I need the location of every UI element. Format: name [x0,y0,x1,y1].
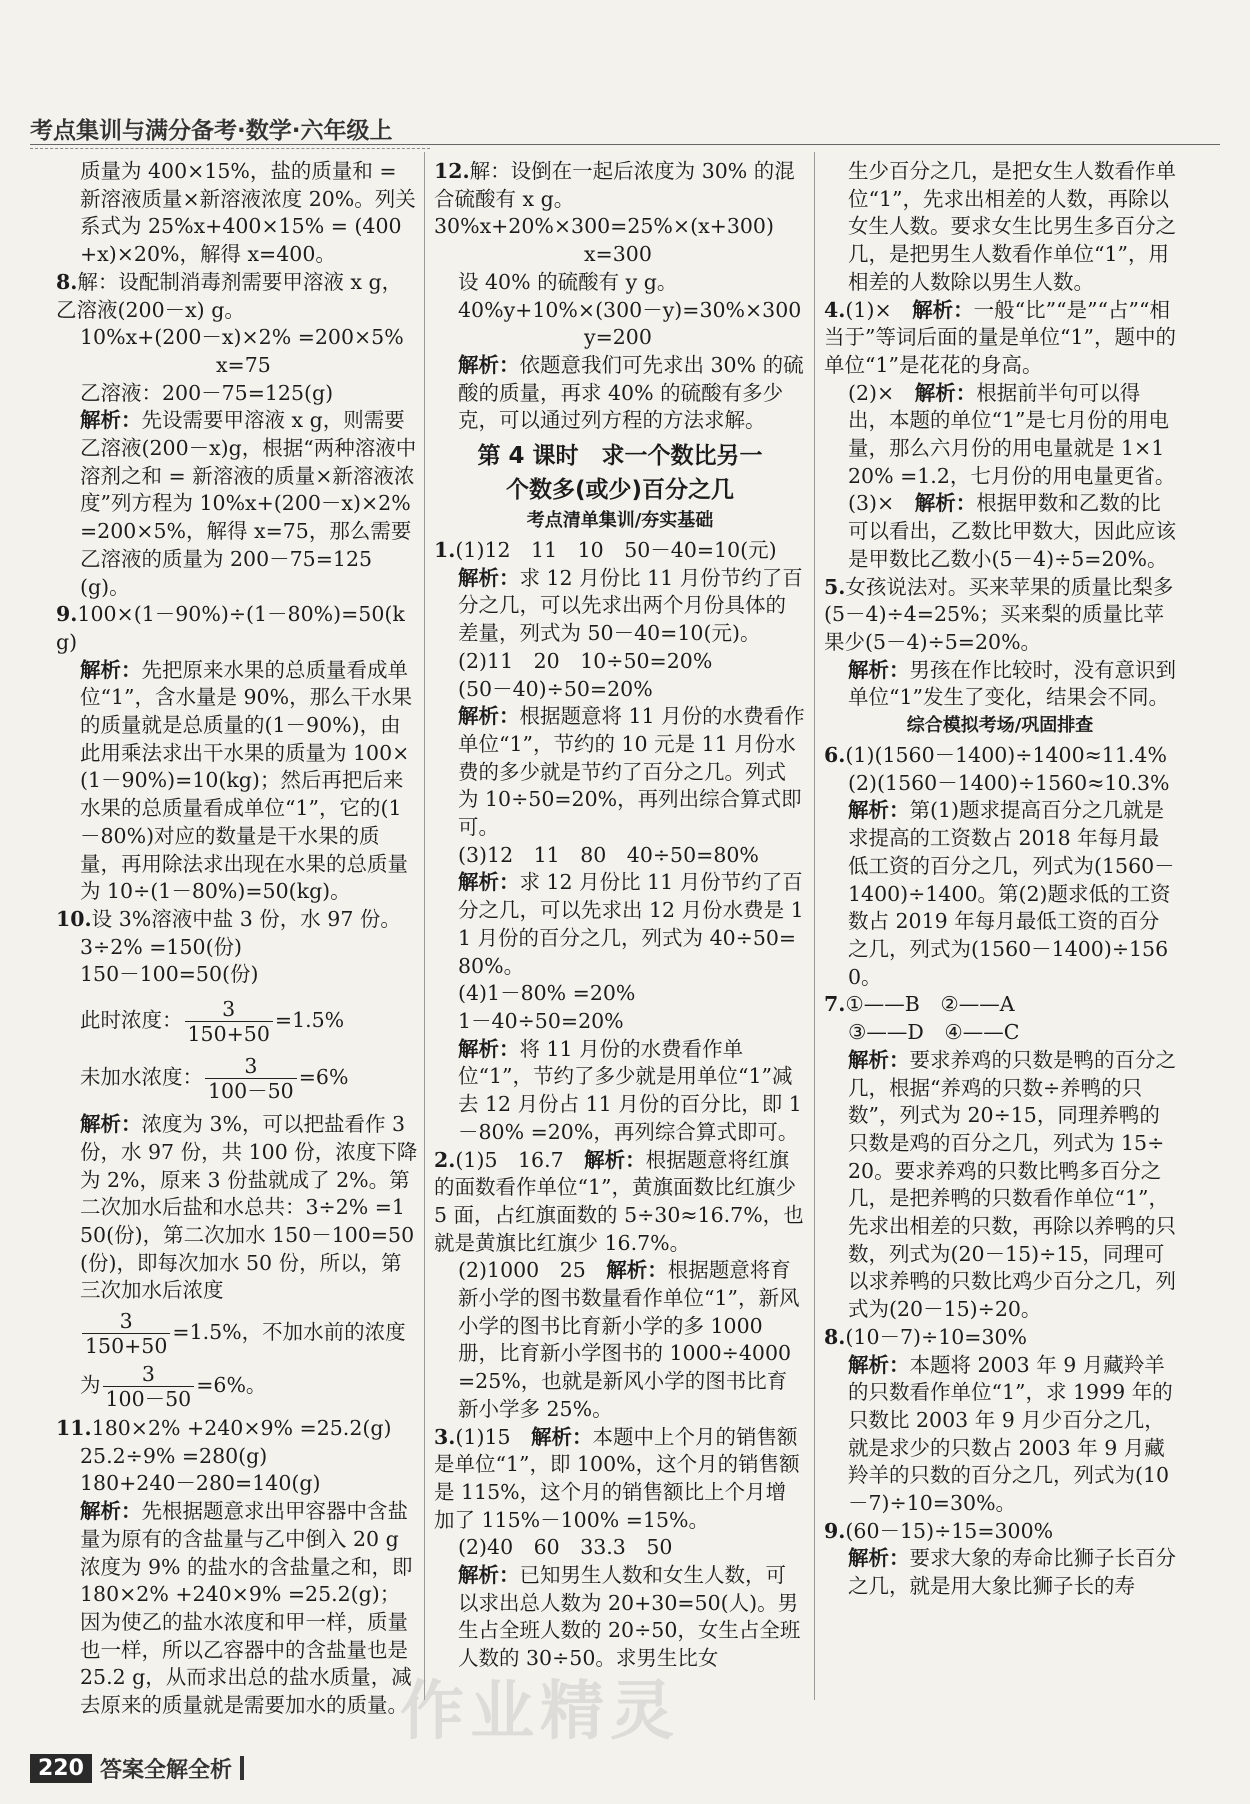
question-number: 6. [824,743,846,768]
answer-5: 5.女孩说法对。买来苹果的质量比梨多(5－4)÷4=25%；买来梨的质量比苹果少(5－4)÷5=20%。 [824,574,1174,654]
fraction-line: 未加水浓度： $\frac{3}{100-50}$ =6% [80,1054,349,1104]
equation-line: x=300 [584,242,652,267]
analysis-label: 解析： [458,352,520,377]
analysis-label: 解析： [458,565,520,590]
answer-6: 6.(1)(1560－1400)÷1400≈11.4% [824,743,1167,768]
analysis-label: 解析： [80,408,142,433]
analysis-8: 解析：本题将 2003 年 9 月藏羚羊的只数看作单位“1”，求 1999 年的只数比 2003 年 9 月少百分之几，就是求少的只数占 2003 年 9 月藏羚羊的只数的百分之几，列式为(10－7)÷10=30%。 [848,1352,1173,1516]
analysis-1-2: 解析：根据题意将 11 月份的水费看作单位“1”，节约的 10 元是 11 月份水费的多少就是节约了百分之几。列式为 10÷50=20%，再列出综合算式即可。 [458,704,805,840]
question-number: 1. [434,538,456,563]
column-right [824,158,1176,1698]
section-subtitle: 考点清单集训/夯实基础 [526,510,714,532]
equation-line: 3÷2% =150(份) [80,934,243,959]
lesson-title: 第 4 课时 求一个数比另一 [477,443,763,470]
analysis-label: 解析： [914,380,977,405]
analysis-label: 解析： [914,491,977,516]
analysis-label: 解析： [848,1047,910,1072]
answer-4: 4.(1)× 解析：一般“比”“是”“占”“相当于”等词后面的量是单位“1”，题中的单位“1”是花花的身高。 [824,297,1176,377]
analysis-label: 解析： [80,657,142,682]
answer-9: 9.(60－15)÷15=300% [824,1518,1054,1543]
column-divider-1 [424,152,425,1700]
answer-4-2: (2)× 解析：根据前半句可以得出，本题的单位“1”是七月份的用电量，那么六月份的用电量就是 1×120% =1.2，七月份的用电量更省。 [848,380,1176,488]
answer-line: (50－40)÷50=20% [458,676,653,701]
answer-1: 1.(1)12 11 10 50－40=10(元) [434,538,777,563]
equation-line: 25.2÷9% =280(g) [80,1443,268,1468]
analysis-label: 解析： [458,1563,520,1588]
analysis-1-3: 解析：求 12 月份比 11 月份节约了百分之几，可以先求出 12 月份水费是 11 月份的百分之几，列式为 40÷50=80%。 [458,870,804,978]
answer-10: 10.设 3%溶液中盐 3 份，水 97 份。 [56,906,401,931]
answer-line: ③——D ④——C [848,1020,1020,1045]
equation-line: 设 40% 的硫酸有 y g。 [458,269,678,294]
header-dashed-rule [30,148,430,149]
analysis-label: 解析： [531,1424,593,1449]
fraction-line: 此时浓度： $\frac{3}{150+50}$ =1.5% [80,997,345,1047]
question-number: 12. [434,159,470,183]
page-number: 220 [30,1754,92,1783]
fraction: $\frac{3}{100-50}$ [103,1362,195,1411]
answer-7-continued: 质量为 400×15%，盐的质量和 = 新溶液质量×新溶液浓度 20%。列关系式为 25%x+400×15% = (400+x)×20%，解得 x=400。 [80,159,416,267]
analysis-11: 解析：先根据题意求出甲容器中含盐量为原有的含盐量与乙中倒入 20 g 浓度为 9% 的盐水的含盐量之和，即 180×2% +240×9% =25.2(g)；因为使乙的盐水浓度和甲一样，质量也一样，所以乙容器中的含盐量也是 25.2 g，从而求出总的盐水质量，减去原来的质量就是需要加水的质量。 [80,1499,420,1718]
question-number: 11. [56,1416,92,1441]
analysis-12: 解析：依题意我们可先求出 30% 的硫酸的质量，再求 40% 的硫酸有多少克，可以通过列方程的方法求解。 [458,352,804,433]
analysis-label: 解析： [80,1112,142,1137]
analysis-10: 解析：浓度为 3%，可以把盐看作 3 份，水 97 份，共 100 份，浓度下降为 2%，原来 3 份盐就成了 2%。第二次加水后盐和水总共：3÷2% =150(份)，第二次加水 150－100=50(份)，即每次加水 50 份，所以，第三次加水后浓度 [80,1112,418,1303]
page-header [30,112,1220,146]
analysis-label: 解析： [912,297,974,322]
footer-title: 答案全解全析 [99,1757,232,1783]
fraction: $\frac{3}{150+50}$ [185,997,273,1046]
equation-line: 10%x+(200－x)×2% =200×5% [80,325,404,350]
analysis-3-continued: 生少百分之几，是把女生人数看作单位“1”，先求出相差的人数，再除以女生人数。要求女生比男生多百分之几，是把男生人数看作单位“1”，用相差的人数除以男生人数。 [848,159,1176,294]
equation-line: 180+240－280=140(g) [80,1471,321,1496]
analysis-6: 解析：第(1)题求提高百分之几就是求提高的工资数占 2018 年每月最低工资的百分之几，列式为(1560－1400)÷1400。第(2)题求低的工资数占 2019 年每月最低工资的百分之几，列式为(1560－1400)÷1560。 [848,798,1175,989]
analysis-9: 解析：要求大象的寿命比狮子长百分之几，就是用大象比狮子长的寿 [848,1546,1176,1599]
analysis-5: 解析：男孩在作比较时，没有意识到单位“1”发生了变化，结果会不同。 [848,657,1176,710]
analysis-label: 解析： [80,1499,142,1524]
column-left [56,158,420,1718]
question-number: 3. [434,1424,456,1449]
analysis-1-1: 解析：求 12 月份比 11 月份节约了百分之几，可以先求出两个月份具体的差量，列式为 50－40=10(元)。 [458,565,803,646]
analysis-label: 解析： [458,704,520,729]
fraction-line: 为 $\frac{3}{100-50}$ =6%。 [80,1362,267,1412]
analysis-label: 解析： [848,657,910,682]
fraction-line: $\frac{3}{150+50}$ =1.5%，不加水前的浓度 [56,1309,418,1358]
analysis-label: 解析： [848,1352,910,1377]
section-subtitle: 综合模拟考场/巩固排查 [906,715,1094,737]
answer-4-3: (3)× 解析：根据甲数和乙数的比可以看出，乙数比甲数大，因此应该是甲数比乙数小(5－4)÷5=20%。 [848,491,1176,571]
answer-2-2: (2)1000 25 解析：根据题意将育新小学的图书数量看作单位“1”，新风小学的图书比育新小学的多 1000 册，比育新小学图书的 1000÷4000=25%，也就是新风小学的图书比育新小学多 25%。 [458,1258,800,1421]
equation-line: 乙溶液：200－75=125(g) [80,380,334,405]
answer-8: 8.(10－7)÷10=30% [824,1324,1028,1349]
header-title: 考点集训与满分备考·数学·六年级上 [30,118,393,144]
footer-bar [240,1756,244,1780]
analysis-label: 解析： [848,1546,910,1571]
equation-line: x=75 [216,352,271,377]
column-middle [434,158,806,1698]
analysis-label: 解析： [606,1258,668,1283]
question-number: 8. [824,1324,846,1349]
question-number: 5. [824,574,846,599]
analysis-8: 解析：先设需要甲溶液 x g，则需要乙溶液(200－x)g，根据“两种溶液中溶剂之和 = 新溶液的质量×新溶液浓度”列方程为 10%x+(200－x)×2% =200×5%，解得 x=75，那么需要乙溶液的质量为 200－75=125(g)。 [80,408,418,599]
answer-12: 12.解：设倒在一起后浓度为 30% 的混合硫酸有 x g。 [434,159,795,211]
equation-line: y=200 [584,325,652,350]
analysis-9: 解析：先把原来水果的总质量看成单位“1”，含水量是 90%，那么干水果的质量就是总质量的(1－90%)，由此用乘法求出干水果的质量为 100×(1－90%)=10(kg)；然后再把后来水果的总质量看成单位“1”，它的(1－80%)对应的数量是干水果的质量，再用除法求出现在水果的总质量为 10÷(1－80%)=50(kg)。 [80,657,413,904]
answer-line: (4)1－80% =20% [458,981,636,1006]
answer-8: 8.解：设配制消毒剂需要甲溶液 x g，乙溶液(200－x) g。 [56,269,403,322]
analysis-3: 解析：已知男生人数和女生人数，可以求出总人数为 20+30=50(人)。男生占全班人数的 20÷50，女生占全班人数的 30÷50。求男生比女 [458,1563,801,1671]
watermark: 作业精灵 [400,1675,680,1749]
analysis-label: 解析： [848,798,910,823]
answer-2: 2.(1)5 16.7 解析：根据题意将红旗的面数看作单位“1”，黄旗面数比红旗少 5 面，占红旗面数的 5÷30≈16.7%，也就是黄旗比红旗少 16.7%。 [434,1147,804,1255]
equation-line: 150－100=50(份) [80,962,259,987]
fraction: $\frac{3}{100-50}$ [205,1054,297,1103]
analysis-label: 解析： [584,1147,646,1172]
header-rule [30,144,1220,145]
analysis-label: 解析： [458,1036,520,1061]
lesson-title: 个数多(或少)百分之几 [505,477,735,504]
answer-line: (2)40 60 33.3 50 [458,1535,673,1560]
analysis-7: 解析：要求养鸡的只数是鸭的百分之几，根据“养鸡的只数÷养鸭的只数”，列式为 20÷15，同理养鸭的只数是鸡的百分之几，列式为 15÷20。要求养鸡的只数比鸭多百分之几，是把养鸭的只数看作单位“1”，先求出相差的只数，再除以养鸭的只数，列式为(20－15)÷15，同理可以求养鸭的只数比鸡少百分之几，列式为(20－15)÷20。 [848,1047,1176,1322]
answer-3: 3.(1)15 解析：本题中上个月的销售额是单位“1”，即 100%，这个月的销售额是 115%，这个月的销售额比上个月增加了 115%－100% =15%。 [434,1424,800,1532]
question-number: 8. [56,269,78,294]
question-number: 10. [56,906,92,931]
page-footer [30,1748,244,1788]
column-divider-2 [814,152,815,1700]
answer-11: 11.180×2% +240×9% =25.2(g) [56,1416,392,1441]
question-number: 7. [824,992,846,1017]
analysis-label: 解析： [458,870,520,895]
answer-9: 9.100×(1－90%)÷(1－80%)=50(kg) [56,602,405,654]
analysis-1-4: 解析：将 11 月份的水费看作单位“1”，节约了多少就是用单位“1”减去 12 月份占 11 月份的百分比，即 1－80% =20%，再列综合算式即可。 [458,1036,802,1144]
answer-line: (3)12 11 80 40÷50=80% [458,842,759,867]
question-number: 2. [434,1147,456,1172]
answer-line: (2)(1560－1400)÷1560≈10.3% [848,770,1170,795]
question-number: 9. [824,1518,846,1543]
answer-line: 1－40÷50=20% [458,1008,624,1033]
equation-line: 30%x+20%×300=25%×(x+300) [434,214,774,239]
fraction: $\frac{3}{150+50}$ [82,1309,170,1358]
question-number: 9. [56,602,78,627]
equation-line: 40%y+10%×(300－y)=30%×300 [458,297,802,322]
answer-line: (2)11 20 10÷50=20% [458,648,713,673]
answer-7: 7.①——B ②——A [824,992,1015,1017]
question-number: 4. [824,297,846,322]
